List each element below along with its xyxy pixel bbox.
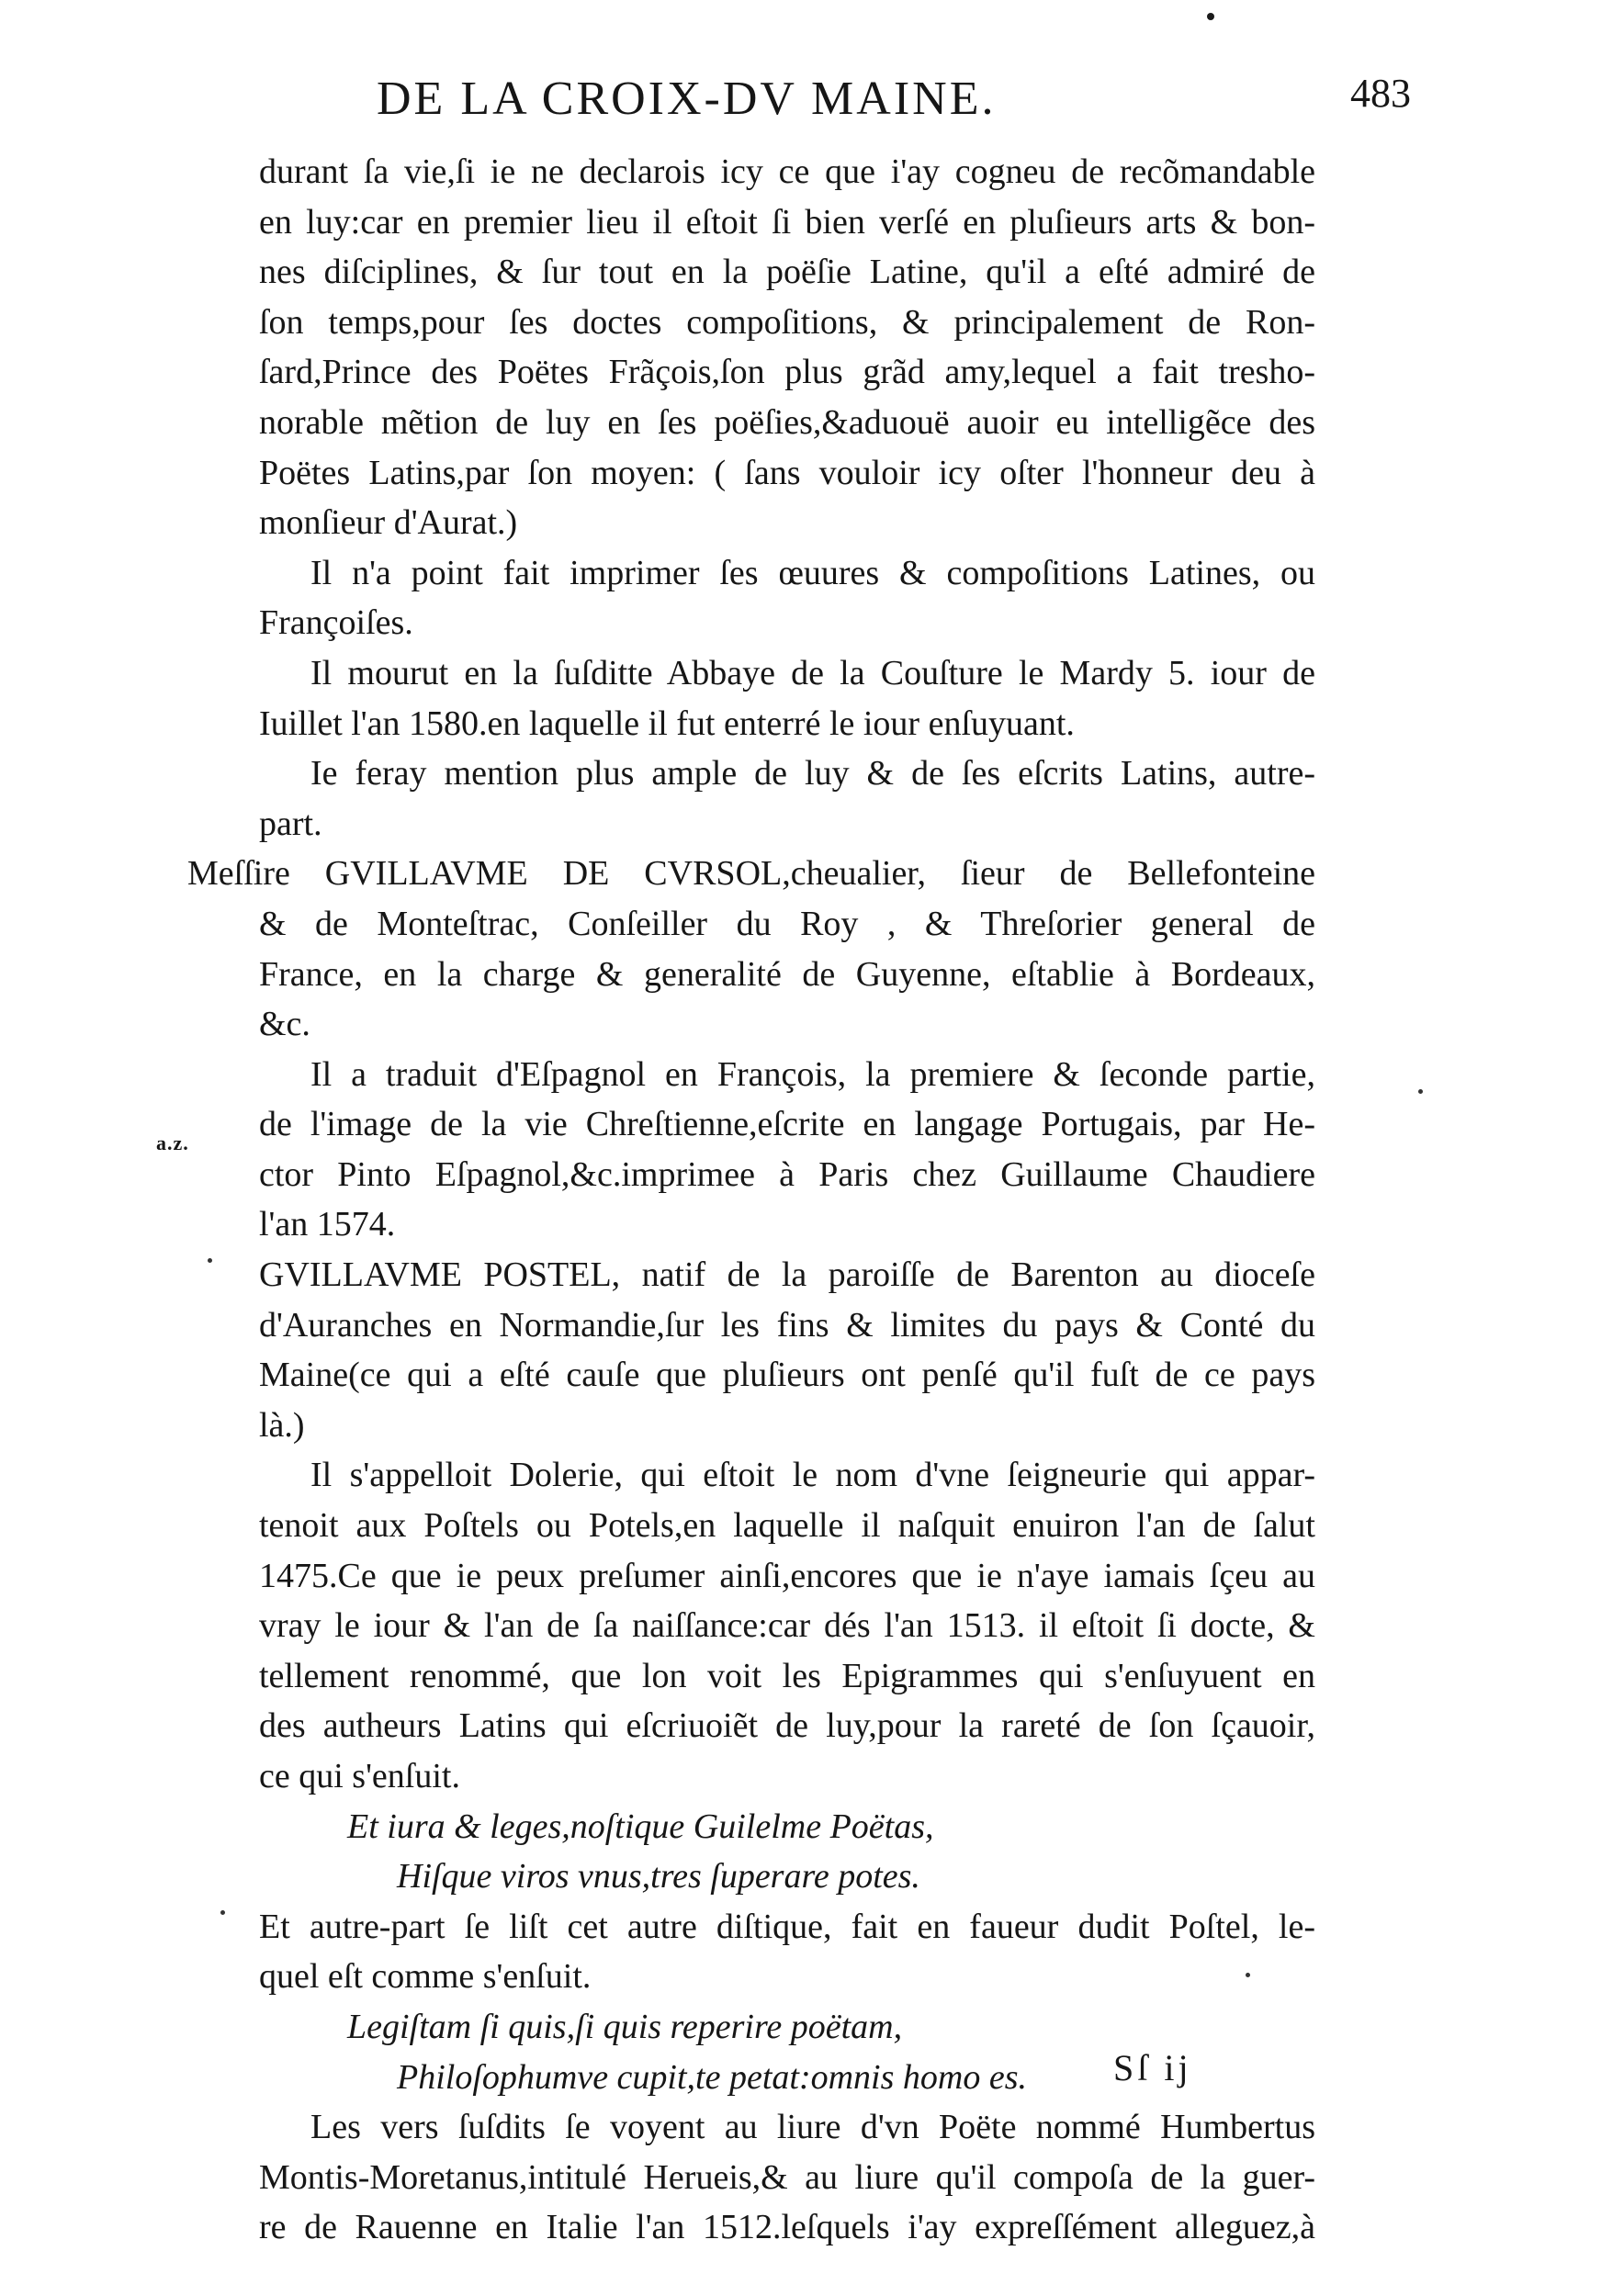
page-number: 483 — [1350, 71, 1411, 116]
ink-speck — [1246, 1973, 1250, 1977]
verse-line: Hiſque viros vnus,tres ſuperare potes. — [397, 1857, 920, 1896]
text-line: re de Rauenne en Italie l'an 1512.leſquels i'ay expreſſément alleguez,à — [259, 2208, 1315, 2247]
entry-heading-line: GVILLAVME POSTEL, natif de la paroiſſe de Barenton au dioceſe — [259, 1255, 1315, 1295]
ink-dot — [1207, 13, 1214, 20]
margin-note: a.z. — [156, 1131, 189, 1154]
ink-speck — [208, 1258, 212, 1263]
text-line: Il s'appelloit Dolerie, qui eſtoit le nom d'vne ſeigneurie qui appar- — [310, 1456, 1315, 1495]
running-title: DE LA CROIX-DV MAINE. — [377, 73, 997, 125]
text-line: tellement renommé, que lon voit les Epigrammes qui s'enſuyuent en — [259, 1656, 1315, 1695]
text-line: l'an 1574. — [259, 1205, 396, 1244]
text-line: Il a traduit d'Eſpagnol en François, la premiere & ſeconde partie, — [310, 1054, 1315, 1094]
entry-heading-line: Meſſire GVILLAVME DE CVRSOL,cheualier, ſieur de Bellefonteine — [187, 854, 1315, 894]
ink-speck — [1418, 1089, 1423, 1094]
text-line: Et autre-part ſe liſt cet autre diſtique, fait en faueur dudit Poſtel, le- — [259, 1907, 1315, 1946]
text-line: en luy:car en premier lieu il eſtoit ſi bien verſé en pluſieurs arts & bon- — [259, 202, 1315, 242]
text-line: France, en la charge & generalité de Guyenne, eſtablie à Bordeaux, — [259, 954, 1315, 994]
catchword: Sſ ij — [1113, 2047, 1192, 2088]
text-line: Ie feray mention plus ample de luy & de ſes eſcrits Latins, autre- — [310, 754, 1315, 793]
text-line: ce qui s'enſuit. — [259, 1757, 460, 1795]
verse-line: Legiſtam ſi quis,ſi quis reperire poëtam, — [347, 2007, 903, 2046]
text-line: vray le iour & l'an de ſa naiſſance:car dés l'an 1513. il eſtoit ſi docte, & — [259, 1606, 1315, 1646]
text-line: là.) — [259, 1405, 305, 1445]
text-line: quel eſt comme s'enſuit. — [259, 1957, 592, 1997]
text-line: Maine(ce qui a eſté cauſe que pluſieurs ont penſé qu'il fuſt de ce pays — [259, 1356, 1315, 1395]
body-text — [187, 147, 1315, 2253]
text-line: de l'image de la vie Chreſtienne,eſcrite en langage Portugais, par He- — [259, 1105, 1315, 1144]
text-line: nes diſciplines, & ſur tout en la poëſie Latine, qu'il a eſté admiré de — [259, 253, 1315, 292]
ink-speck — [220, 1910, 225, 1915]
text-line: Les vers ſuſdits ſe voyent au liure d'vn Poëte nommé Humbertus — [310, 2108, 1315, 2147]
text-line: tenoit aux Poſtels ou Potels,en laquelle il naſquit enuiron l'an de ſalut — [259, 1506, 1315, 1546]
text-line: Il mourut en la ſuſditte Abbaye de la Couſture le Mardy 5. iour de — [310, 653, 1315, 692]
text-line: part. — [259, 804, 322, 843]
text-line: Il n'a point fait imprimer ſes œuures & compoſitions Latines, ou — [310, 553, 1315, 592]
text-line: monſieur d'Aurat.) — [259, 503, 518, 543]
text-line: Françoiſes. — [259, 603, 413, 643]
text-line: Iuillet l'an 1580.en laquelle il fut enterré le iour enſuyuant. — [259, 703, 1075, 743]
text-line: durant ſa vie,ſi ie ne declarois icy ce que i'ay cogneu de recõmandable — [259, 152, 1315, 191]
text-line: Poëtes Latins,par ſon moyen: ( ſans vouloir icy oſter l'honneur deu à — [259, 453, 1315, 492]
verse-line: Philoſophumve cupit,te petat:omnis homo es. — [397, 2057, 1027, 2097]
text-line: des autheurs Latins qui eſcriuoiẽt de luy,pour la rareté de ſon ſçauoir, — [259, 1706, 1315, 1746]
text-line: 1475.Ce que ie peux preſumer ainſi,encores que ie n'aye iamais ſçeu au — [259, 1556, 1315, 1595]
text-line: ſon temps,pour ſes doctes compoſitions, & principalement de Ron- — [259, 302, 1315, 342]
verse-line: Et iura & leges,noſtique Guilelme Poëtas, — [347, 1806, 934, 1846]
text-line: d'Auranches en Normandie,ſur les fins & limites du pays & Conté du — [259, 1305, 1315, 1345]
text-line: &c. — [259, 1005, 310, 1044]
text-line: ſard,Prince des Poëtes Frãçois,ſon plus grãd amy,lequel a fait tresho- — [259, 353, 1315, 392]
text-line: & de Monteſtrac, Conſeiller du Roy , & Threſorier general de — [259, 904, 1315, 943]
text-line: ctor Pinto Eſpagnol,&c.imprimee à Paris chez Guillaume Chaudiere — [259, 1154, 1315, 1194]
text-line: norable mẽtion de luy en ſes poëſies,&aduouë auoir eu intelligẽce des — [259, 402, 1315, 442]
text-line: Montis-Moretanus,intitulé Herueis,& au liure qu'il compoſa de la guer- — [259, 2157, 1315, 2197]
